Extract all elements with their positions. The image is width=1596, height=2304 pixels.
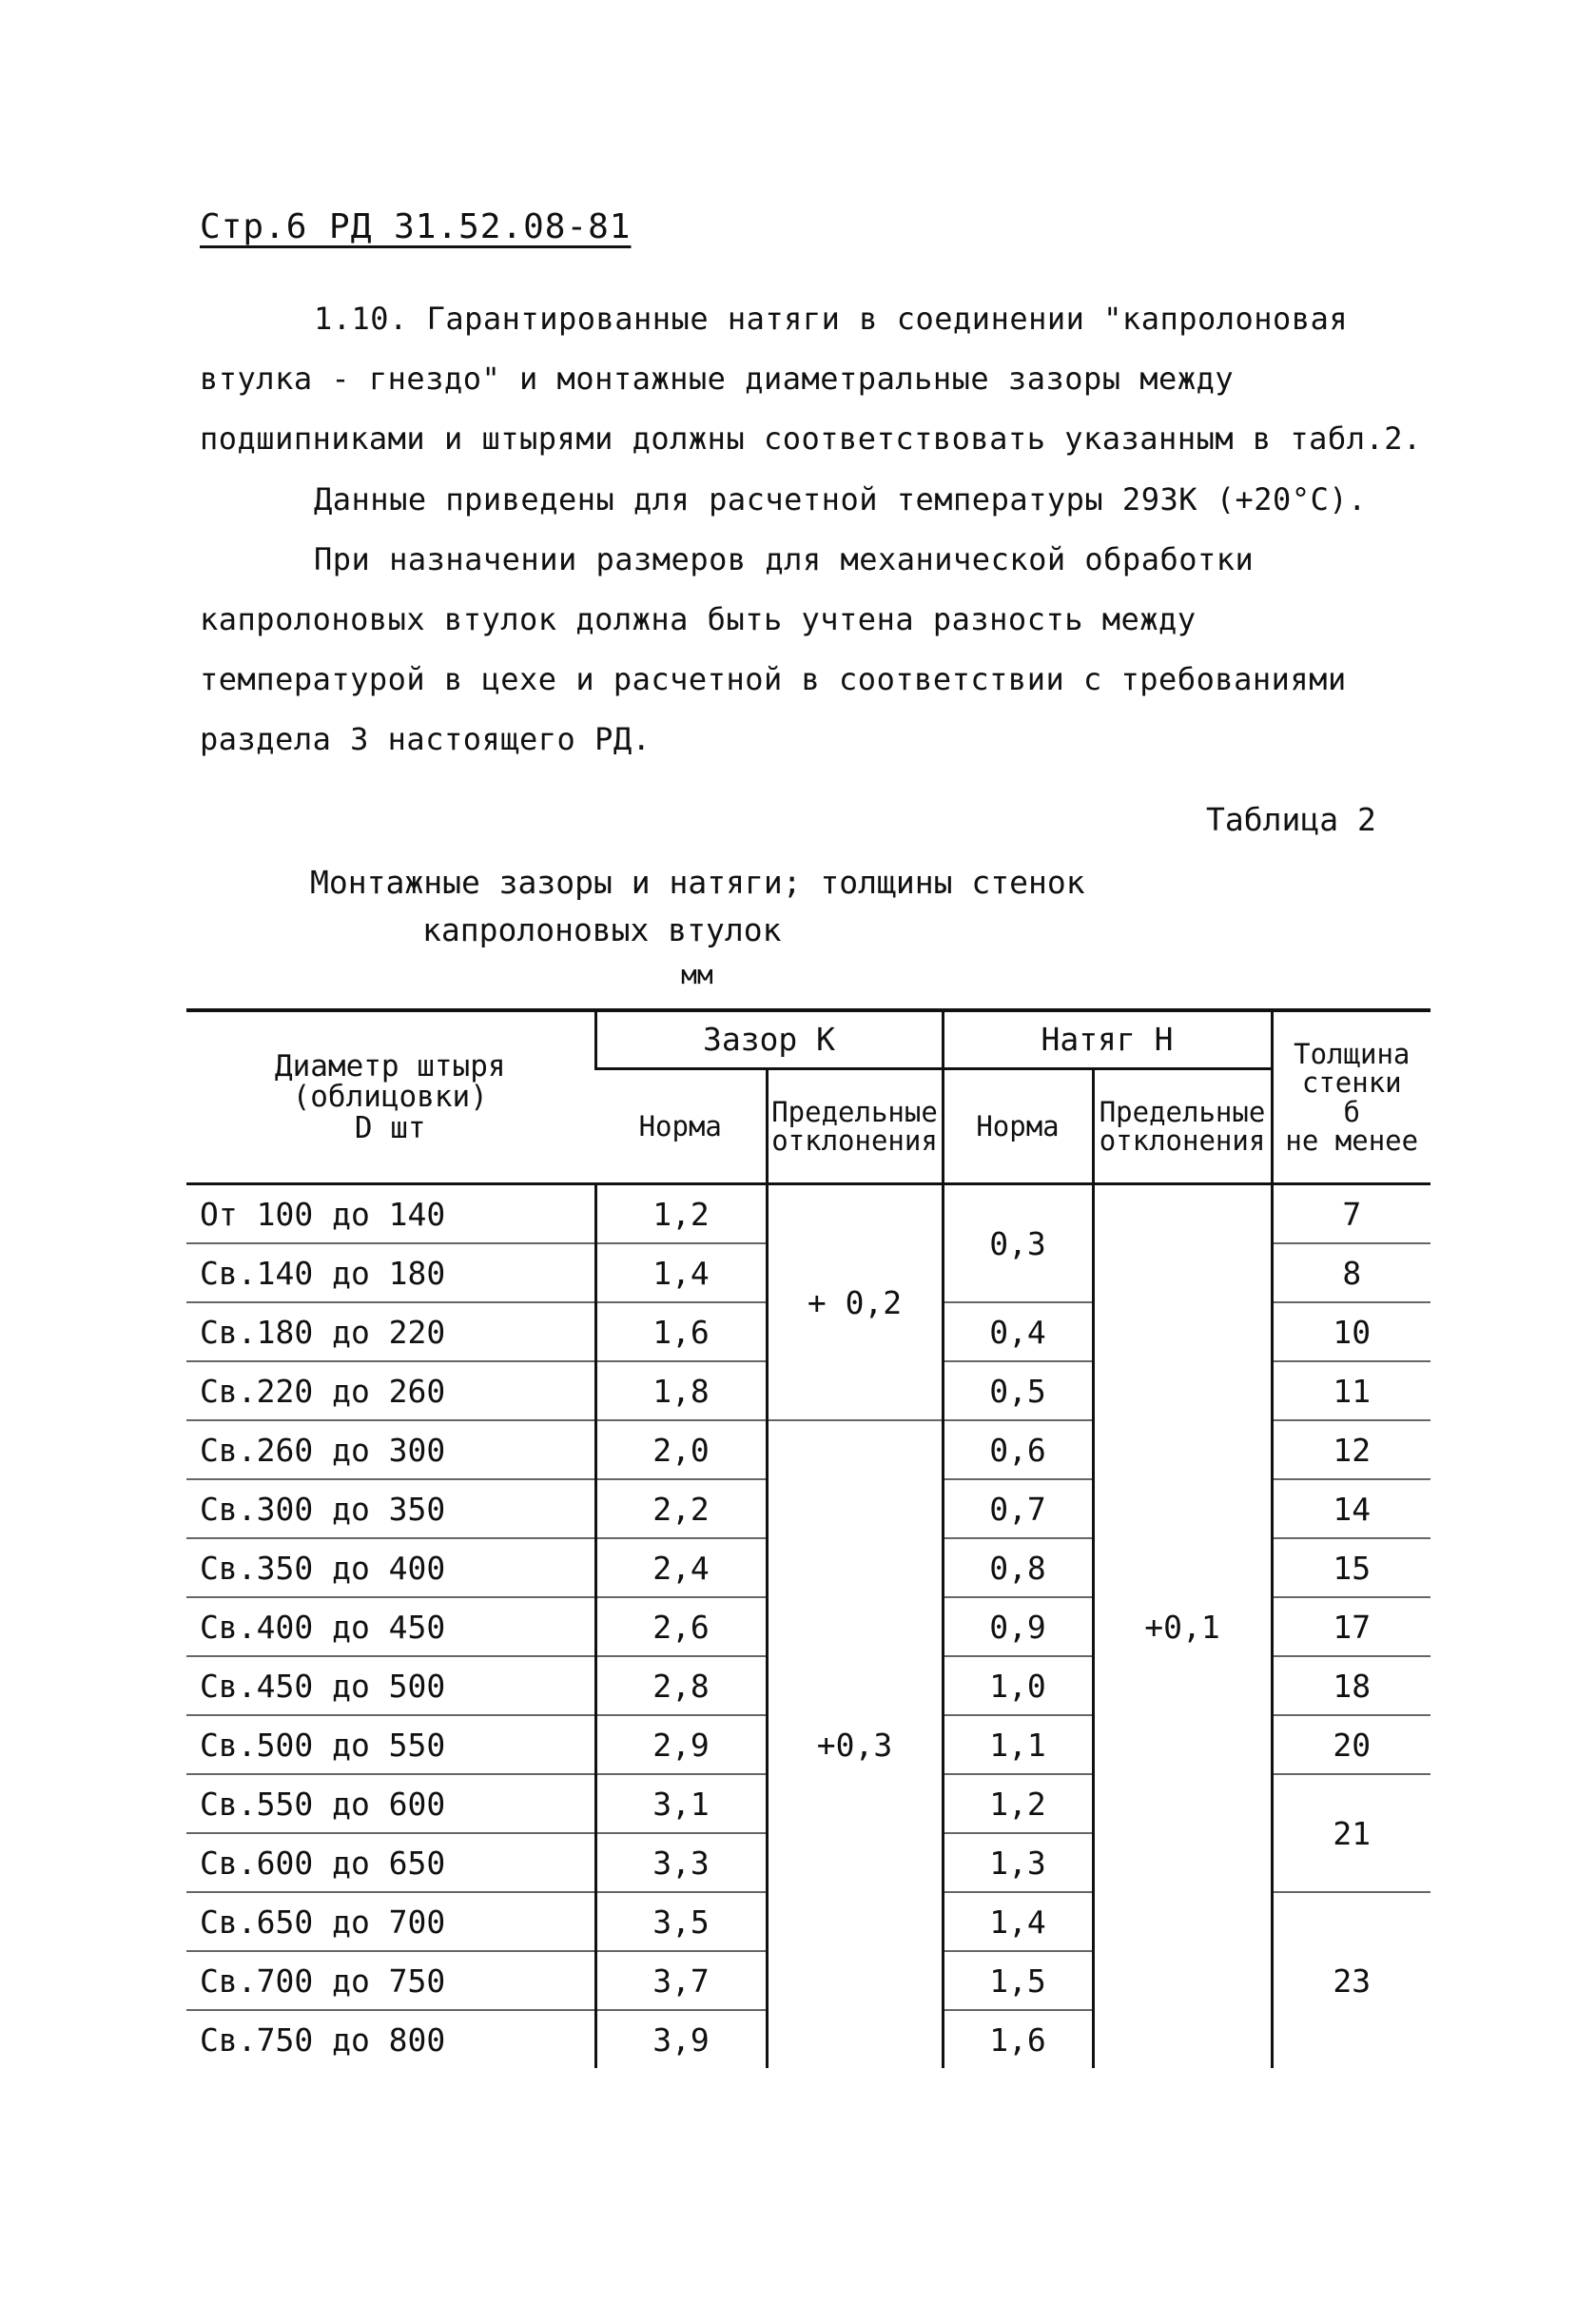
header-gap-deviation: Предельные отклонения bbox=[767, 1069, 943, 1184]
interference-norm: 0,4 bbox=[943, 1302, 1093, 1361]
interference-norm: 1,1 bbox=[943, 1715, 1093, 1774]
interference-norm: 0,5 bbox=[943, 1361, 1093, 1420]
header-interference-norm: Норма bbox=[943, 1069, 1093, 1184]
header-interference-deviation: Предельные отклонения bbox=[1093, 1069, 1272, 1184]
page-header: Стр.6 РД 31.52.08-81 bbox=[200, 207, 632, 246]
wall-thickness: 15 bbox=[1272, 1538, 1431, 1597]
interference-norm: 0,8 bbox=[943, 1538, 1093, 1597]
header-gap-norm: Норма bbox=[595, 1069, 767, 1184]
header-thickness-line-2: б bbox=[1343, 1095, 1360, 1128]
gap-norm: 3,7 bbox=[595, 1951, 767, 2010]
paragraph-data-temperature: Данные приведены для расчетной температуры 293К (+20°С). bbox=[314, 481, 1367, 517]
diameter-range: Св.700 до 750 bbox=[186, 1951, 595, 2010]
interference-deviation: +0,1 bbox=[1093, 1184, 1272, 2069]
interference-norm: 0,6 bbox=[943, 1420, 1093, 1479]
diameter-range: Св.450 до 500 bbox=[186, 1656, 595, 1715]
diameter-range: Св.220 до 260 bbox=[186, 1361, 595, 1420]
gap-deviation-group-1: + 0,2 bbox=[767, 1184, 943, 1421]
diameter-range: Св.260 до 300 bbox=[186, 1420, 595, 1479]
diameter-range: Св.750 до 800 bbox=[200, 2021, 446, 2059]
wall-thickness: 17 bbox=[1272, 1597, 1431, 1656]
diameter-range: Св.500 до 550 bbox=[186, 1715, 595, 1774]
gap-norm: 3,5 bbox=[595, 1892, 767, 1951]
header-interference: Натяг Н bbox=[943, 1010, 1272, 1069]
gap-norm: 3,9 bbox=[595, 2010, 767, 2068]
diameter-range: Св.140 до 180 bbox=[186, 1243, 595, 1302]
table-row bbox=[186, 1184, 1431, 1244]
gap-norm: 3,3 bbox=[595, 1833, 767, 1892]
interference-norm: 1,4 bbox=[943, 1892, 1093, 1951]
gap-norm: 2,6 bbox=[595, 1597, 767, 1656]
gap-norm: 1,8 bbox=[595, 1361, 767, 1420]
diameter-range: Св.550 до 600 bbox=[186, 1774, 595, 1833]
header-thickness-line-1: Толщина стенки bbox=[1294, 1037, 1411, 1100]
gap-norm: 2,9 bbox=[595, 1715, 767, 1774]
header-thickness-line-3: не менее bbox=[1285, 1123, 1419, 1157]
wall-thickness: 20 bbox=[1272, 1715, 1431, 1774]
interference-norm: 0,9 bbox=[943, 1597, 1093, 1656]
table-caption-line-2: капролоновых втулок bbox=[422, 911, 782, 948]
diameter-range: Св.650 до 700 bbox=[186, 1892, 595, 1951]
table-label: Таблица 2 bbox=[1206, 801, 1376, 838]
diameter-range: Св.400 до 450 bbox=[186, 1597, 595, 1656]
gap-norm: 1,4 bbox=[595, 1243, 767, 1302]
clearance-table bbox=[186, 1008, 1431, 2068]
paragraph-1-10: 1.10. Гарантированные натяги в соединении "капролоновая втулка - гнездо" и монтажные диаметральные зазоры между подшипниками и штырями должны соответствовать указанным в табл.2. bbox=[200, 301, 1422, 457]
gap-norm: 2,4 bbox=[595, 1538, 767, 1597]
gap-norm: 3,1 bbox=[595, 1774, 767, 1833]
header-diameter-line-1: Диаметр штыря bbox=[274, 1048, 506, 1084]
gap-norm: 2,8 bbox=[595, 1656, 767, 1715]
header-gap: Зазор К bbox=[595, 1010, 943, 1069]
header-diameter-line-2: (облицовки) bbox=[292, 1080, 488, 1115]
table-caption-line-1: Монтажные зазоры и натяги; толщины стенок bbox=[310, 864, 1085, 901]
diameter-range: Св.350 до 400 bbox=[186, 1538, 595, 1597]
wall-thickness: 21 bbox=[1272, 1774, 1431, 1892]
wall-thickness: 23 bbox=[1272, 1892, 1431, 2068]
diameter-range: Св.180 до 220 bbox=[186, 1302, 595, 1361]
table-unit: мм bbox=[681, 959, 713, 990]
interference-norm: 0,7 bbox=[943, 1479, 1093, 1538]
interference-norm: 0,3 bbox=[943, 1184, 1093, 1303]
interference-norm: 1,2 bbox=[943, 1774, 1093, 1833]
gap-norm: 2,0 bbox=[595, 1420, 767, 1479]
wall-thickness: 18 bbox=[1272, 1656, 1431, 1715]
gap-deviation-group-2: +0,3 bbox=[767, 1420, 943, 2068]
interference-norm: 1,3 bbox=[943, 1833, 1093, 1892]
paragraph-machining-note: При назначении размеров для механической обработки капролоновых втулок должна быть учтена разность между температурой в цехе и расчетной в соответствии с требованиями раздела 3 настоящего РД. bbox=[200, 541, 1347, 757]
interference-norm: 1,6 bbox=[943, 2010, 1093, 2068]
wall-thickness: 7 bbox=[1272, 1184, 1431, 1244]
interference-norm: 1,0 bbox=[943, 1656, 1093, 1715]
header-diameter bbox=[186, 1010, 595, 1184]
diameter-range: От 100 до 140 bbox=[186, 1184, 595, 1244]
wall-thickness: 10 bbox=[1272, 1302, 1431, 1361]
wall-thickness: 11 bbox=[1272, 1361, 1431, 1420]
interference-norm: 1,5 bbox=[943, 1951, 1093, 2010]
wall-thickness: 14 bbox=[1272, 1479, 1431, 1538]
gap-norm: 1,6 bbox=[595, 1302, 767, 1361]
wall-thickness: 12 bbox=[1272, 1420, 1431, 1479]
diameter-range: Св.600 до 650 bbox=[186, 1833, 595, 1892]
gap-norm: 2,2 bbox=[595, 1479, 767, 1538]
header-diameter-line-3: D шт bbox=[354, 1110, 426, 1145]
wall-thickness: 8 bbox=[1272, 1243, 1431, 1302]
diameter-range: Св.300 до 350 bbox=[186, 1479, 595, 1538]
gap-norm: 1,2 bbox=[595, 1184, 767, 1244]
header-wall-thickness bbox=[1272, 1010, 1431, 1184]
